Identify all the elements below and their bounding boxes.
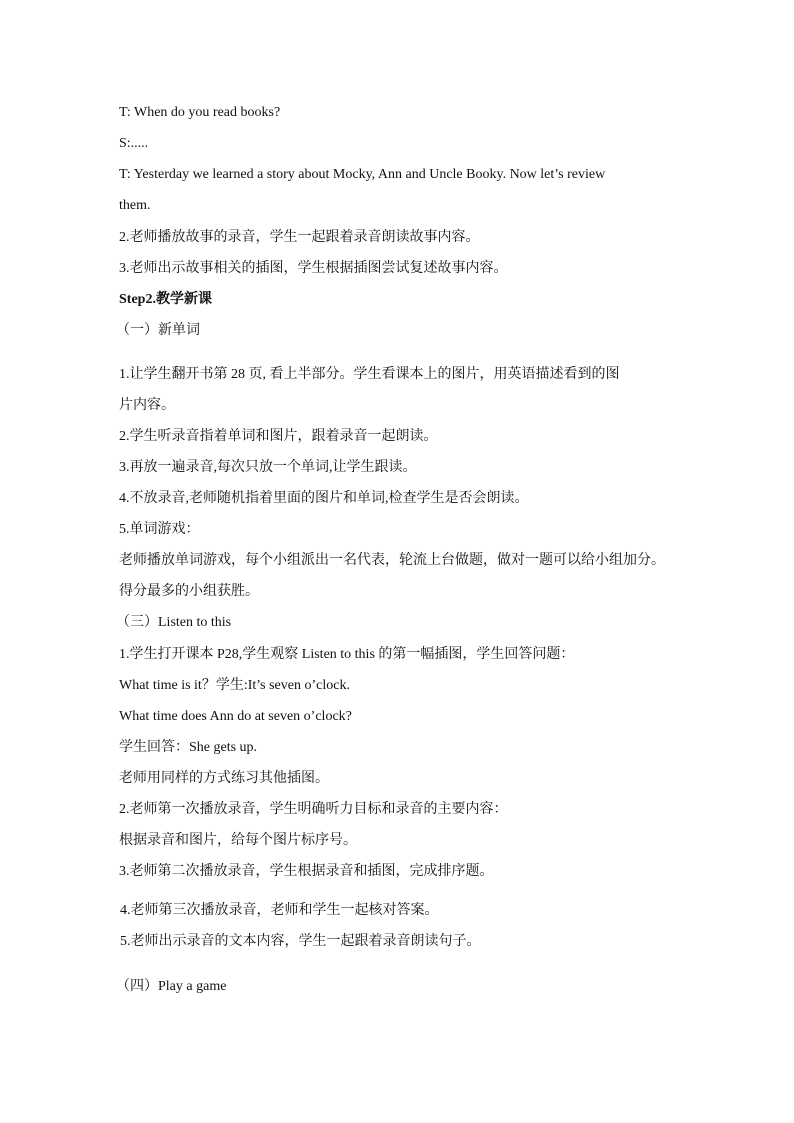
listen-step-5: 5.老师出示录音的文本内容，学生一起跟着录音朗读句子。 [120, 934, 481, 949]
listen-student-answer: 学生回答：She gets up. [119, 740, 258, 755]
listen-step-2: 2.老师第一次播放录音，学生明确听力目标和录音的主要内容： [119, 802, 508, 817]
warmup-step-3: 3.老师出示故事相关的插图，学生根据插图尝试复述故事内容。 [119, 261, 508, 276]
dialogue-teacher-review: T: Yesterday we learned a story about Mocky, Ann and Uncle Booky. Now let’s review [119, 167, 606, 182]
new-words-step-2: 2.学生听录音指着单词和图片，跟着录音一起朗读。 [119, 429, 438, 444]
section-heading-step2: Step2.教学新课 [119, 292, 212, 307]
listen-question-1: What time is it？学生:It’s seven o’clock. [119, 678, 350, 693]
listen-step-2-cont: 根据录音和图片，给每个图片标序号。 [119, 833, 357, 848]
new-words-step-3: 3.再放一遍录音,每次只放一个单词,让学生跟读。 [119, 460, 417, 475]
word-game-description: 老师播放单词游戏，每个小组派出一名代表，轮流上台做题，做对一题可以给小组加分。 [119, 553, 665, 568]
listen-step-3: 3.老师第二次播放录音，学生根据录音和插图，完成排序题。 [119, 864, 494, 879]
dialogue-teacher-question: T: When do you read books? [119, 105, 281, 120]
listen-step-4: 4.老师第三次播放录音，老师和学生一起核对答案。 [120, 903, 439, 918]
listen-practice-note: 老师用同样的方式练习其他插图。 [119, 771, 329, 786]
new-words-step-1: 1.让学生翻开书第 28 页, 看上半部分。学生看课本上的图片，用英语描述看到的图 [119, 367, 620, 382]
listen-step-1: 1.学生打开课本 P28,学生观察 Listen to this 的第一幅插图，学生回答问题： [119, 647, 575, 662]
warmup-step-2: 2.老师播放故事的录音，学生一起跟着录音朗读故事内容。 [119, 230, 480, 245]
subsection-heading-listen: （三）Listen to this [116, 615, 232, 630]
word-game-description-cont: 得分最多的小组获胜。 [119, 584, 259, 599]
new-words-step-1-cont: 片内容。 [119, 398, 175, 413]
subsection-heading-game: （四）Play a game [116, 979, 227, 994]
dialogue-teacher-review-cont: them. [119, 198, 151, 213]
listen-question-2: What time does Ann do at seven o’clock? [119, 709, 352, 724]
dialogue-student-answer: S:..... [119, 136, 149, 151]
subsection-heading-new-words: （一）新单词 [116, 323, 200, 338]
new-words-step-5: 5.单词游戏： [119, 522, 200, 537]
new-words-step-4: 4.不放录音,老师随机指着里面的图片和单词,检查学生是否会朗读。 [119, 491, 529, 506]
